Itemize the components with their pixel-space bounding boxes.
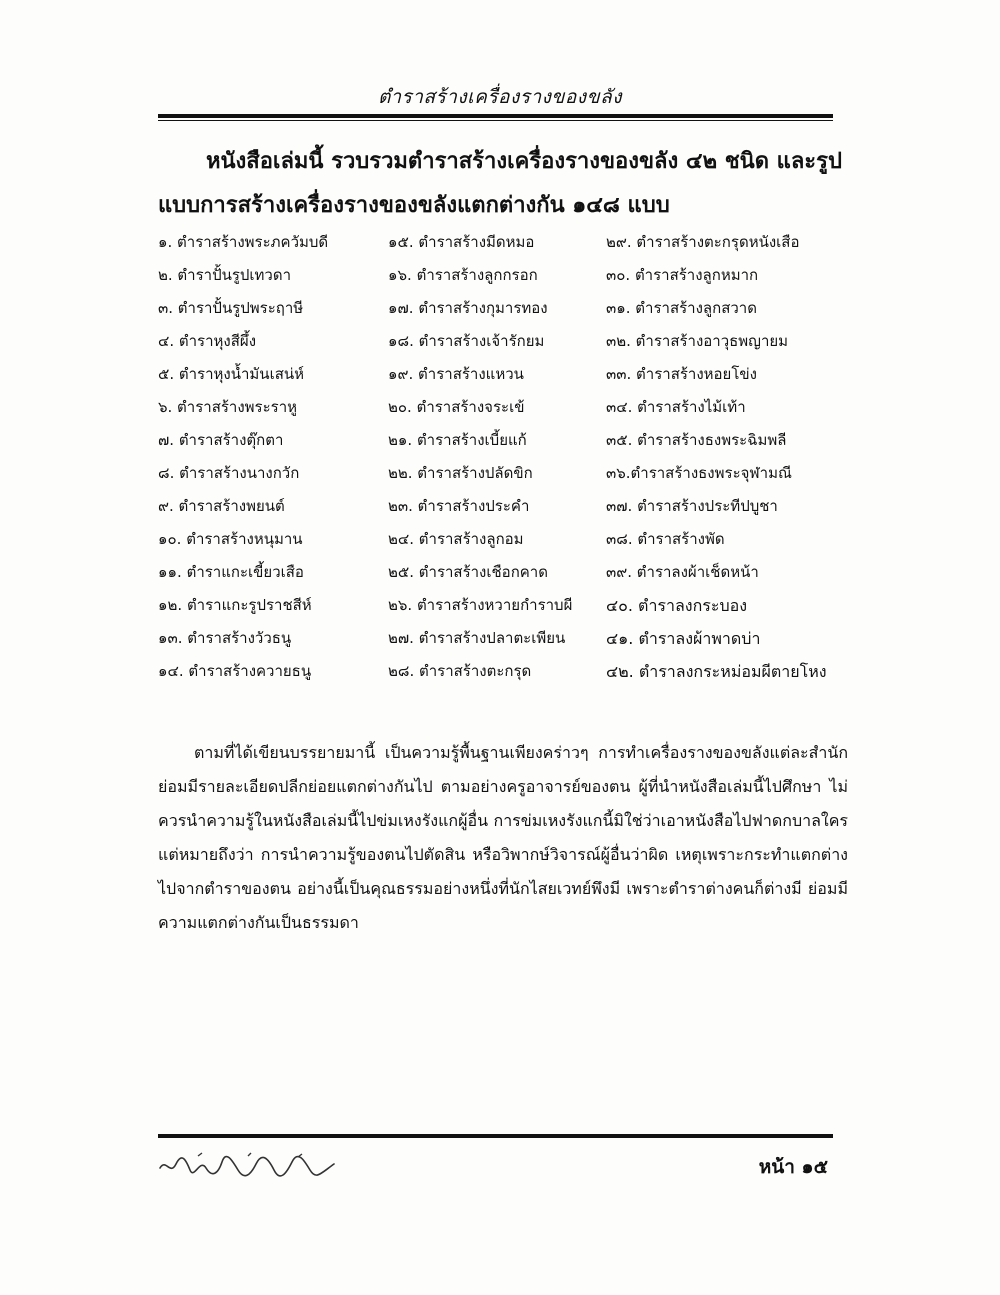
toc-column-3 <box>606 226 846 688</box>
toc-item: ๒๗. ตำราสร้างปลาตะเพียน <box>388 629 566 647</box>
toc-item: ๔๑. ตำราลงผ้าพาดบ่า <box>606 629 761 648</box>
toc-item: ๑๓. ตำราสร้างวัวธนู <box>158 629 292 647</box>
toc-item: ๙. ตำราสร้างพยนต์ <box>158 497 285 515</box>
toc-item: ๓๑. ตำราสร้างลูกสวาด <box>606 299 757 317</box>
footer-rule <box>158 1134 833 1138</box>
toc-item: ๕. ตำราหุงน้ำมันเสน่ห์ <box>158 365 304 383</box>
toc-item: ๑๙. ตำราสร้างแหวน <box>388 365 524 383</box>
toc-item: ๔. ตำราหุงสีผึ้ง <box>158 332 257 350</box>
toc-item: ๓๕. ตำราสร้างธงพระฉิมพลี <box>606 431 787 449</box>
toc-item: ๑๑. ตำราแกะเขี้ยวเสือ <box>158 563 304 581</box>
toc-item: ๒๒. ตำราสร้างปลัดขิก <box>388 464 533 482</box>
toc-item: ๓๒. ตำราสร้างอาวุธพญายม <box>606 332 789 350</box>
header-rule <box>158 114 833 121</box>
toc-item: ๒๕. ตำราสร้างเชือกคาด <box>388 563 548 581</box>
toc-item: ๒๐. ตำราสร้างจระเข้ <box>388 398 525 416</box>
toc-item: ๑๘. ตำราสร้างเจ้ารักยม <box>388 332 545 350</box>
toc-item: ๑๒. ตำราแกะรูปราชสีห์ <box>158 596 312 614</box>
toc-item: ๓๗. ตำราสร้างประทีปบูชา <box>606 497 778 515</box>
toc-item: ๑๔. ตำราสร้างควายธนู <box>158 662 312 680</box>
toc-item: ๗. ตำราสร้างตุ๊กตา <box>158 431 284 449</box>
toc-column-1 <box>158 226 388 688</box>
toc-item: ๒๔. ตำราสร้างลูกอม <box>388 530 524 548</box>
body-paragraph: ตามที่ได้เขียนบรรยายมานี้ เป็นความรู้พื้นฐานเพียงคร่าวๆ การทำเครื่องรางของขลังแต่ละสำนักย่อมมีรายละเอียดปลีกย่อยแตกต่างกันไป ตามอย่างครูอาจารย์ของตน ผู้ที่นำหนังสือเล่มนี้ไปศึกษา ไม่ควรนำความรู้ในหนังสือเล่มนี้ไปข่มเหงรังแกผู้อื่น การข่มเหงรังแกนี้มิใช่ว่าเอาหนังสือไปฟาดกบาลใคร แต่หมายถึงว่า การนำความรู้ของตนไปตัดสิน หรือวิพากษ์วิจารณ์ผู้อื่นว่าผิด เหตุเพราะกระทำแตกต่างไปจากตำราของตน อย่างนี้เป็นคุณธรรมอย่างหนึ่งที่นักไสยเวทย์พึงมี เพราะตำราต่างคนก็ต่างมี ย่อมมีความแตกต่างกันเป็นธรรมดา <box>158 743 848 932</box>
toc-item: ๓๔. ตำราสร้างไม้เท้า <box>606 398 746 416</box>
running-header: ตำราสร้างเครื่องรางของขลัง <box>378 86 622 108</box>
toc-item: ๑๐. ตำราสร้างหนุมาน <box>158 530 303 548</box>
toc-item: ๓๓. ตำราสร้างหอยโข่ง <box>606 365 757 383</box>
toc-item: ๑๗. ตำราสร้างกุมารทอง <box>388 299 548 317</box>
toc-item: ๓๖.ตำราสร้างธงพระจุฬามณี <box>606 464 792 482</box>
toc-item: ๘. ตำราสร้างนางกวัก <box>158 464 300 482</box>
toc-item: ๒. ตำราปั้นรูปเทวดา <box>158 266 292 284</box>
intro-paragraph: หนังสือเล่มนี้ รวบรวมตำราสร้างเครื่องรางของขลัง ๔๒ ชนิด และรูปแบบการสร้างเครื่องรางของขลังแตกต่างกัน ๑๔๘ แบบ <box>158 149 842 218</box>
handwritten-signature <box>158 1150 338 1180</box>
toc-item: ๒๙. ตำราสร้างตะกรุดหนังเสือ <box>606 233 800 251</box>
toc-item: ๑. ตำราสร้างพระภควัมบดี <box>158 233 329 251</box>
toc-item: ๑๖. ตำราสร้างลูกกรอก <box>388 266 538 284</box>
toc-item: ๒๖. ตำราสร้างหวายกำราบผี <box>388 596 573 614</box>
page-number: หน้า ๑๕ <box>758 1156 828 1178</box>
toc-item: ๒๑. ตำราสร้างเบี้ยแก้ <box>388 431 527 449</box>
toc-item: ๓. ตำราปั้นรูปพระฤาษี <box>158 299 304 317</box>
toc-item: ๒๓. ตำราสร้างประคำ <box>388 497 530 515</box>
toc-column-2 <box>388 226 606 688</box>
table-of-contents <box>158 226 848 688</box>
toc-item: ๔๒. ตำราลงกระหม่อมผีตายโหง <box>606 662 827 681</box>
toc-item: ๓๐. ตำราสร้างลูกหมาก <box>606 266 759 284</box>
toc-item: ๓๘. ตำราสร้างพัด <box>606 530 725 548</box>
toc-item: ๓๙. ตำราลงผ้าเช็ดหน้า <box>606 563 759 581</box>
toc-item: ๑๕. ตำราสร้างมีดหมอ <box>388 233 535 251</box>
toc-item: ๔๐. ตำราลงกระบอง <box>606 596 748 615</box>
toc-item: ๖. ตำราสร้างพระราหู <box>158 398 298 416</box>
toc-item: ๒๘. ตำราสร้างตะกรุด <box>388 662 532 680</box>
